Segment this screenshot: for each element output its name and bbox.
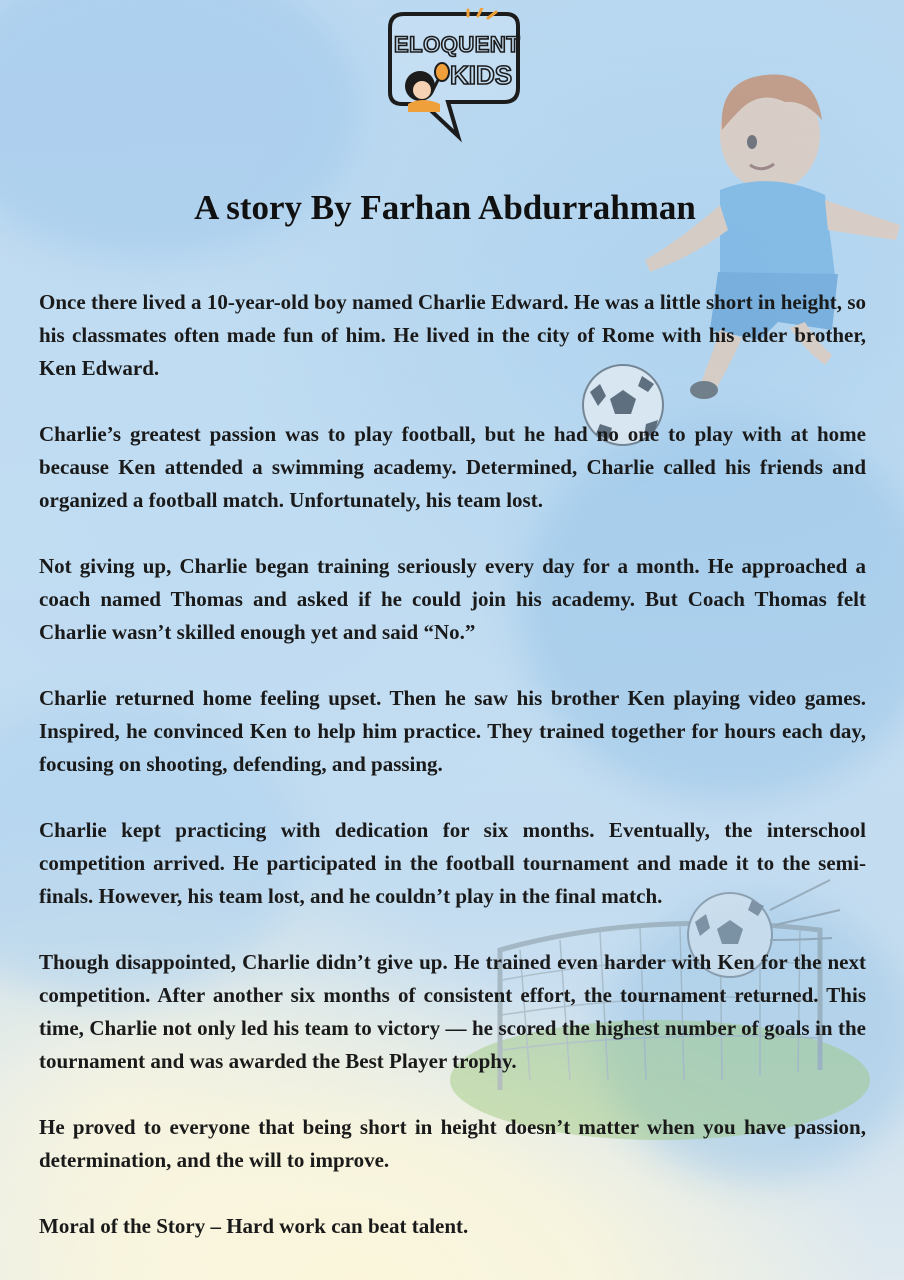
story-paragraph: He proved to everyone that being short in height doesn’t matter when you have passion, determination, and the will to improve.: [39, 1115, 866, 1172]
story-paragraph: Once there lived a 10-year-old boy named Charlie Edward. He was a little short in height, so his classmates often made fun of him. He lived in the city of Rome with his elder brother, Ken Edward.: [39, 290, 866, 380]
story-paragraph: Charlie returned home feeling upset. Then he saw his brother Ken playing video games. Inspired, he convinced Ken to help him practice. They trained together for hours each day, focusing on shooting, defending, and passing.: [39, 686, 866, 776]
story-paragraph: Charlie kept practicing with dedication for six months. Eventually, the interschool competition arrived. He participated in the football tournament and made it to the semi-finals. However, his team lost, and he couldn’t play in the final match.: [39, 818, 866, 908]
logo-line2: KIDS: [450, 60, 513, 90]
story-paragraph: Though disappointed, Charlie didn’t give up. He trained even harder with Ken for the next competition. After another six months of consistent effort, the tournament returned. This time, Charlie not only led his team to victory — he scored the highest number of goals in the tournament and was awarded the Best Player trophy.: [39, 950, 866, 1073]
story-paragraph: Charlie’s greatest passion was to play football, but he had no one to play with at home because Ken attended a swimming academy. Determined, Charlie called his friends and organized a football match. Unfortunately, his team lost.: [39, 422, 866, 512]
moral-of-story: Moral of the Story – Hard work can beat talent.: [39, 1214, 469, 1238]
eloquent-kids-logo: [380, 8, 526, 148]
story-body: [39, 286, 866, 1243]
story-title: A story By Farhan Abdurrahman: [194, 188, 696, 227]
logo-line1: ELOQUENT: [394, 32, 521, 57]
story-paragraph: Not giving up, Charlie began training seriously every day for a month. He approached a coach named Thomas and asked if he could join his academy. But Coach Thomas felt Charlie wasn’t skilled enough yet and said “No.”: [39, 554, 866, 644]
